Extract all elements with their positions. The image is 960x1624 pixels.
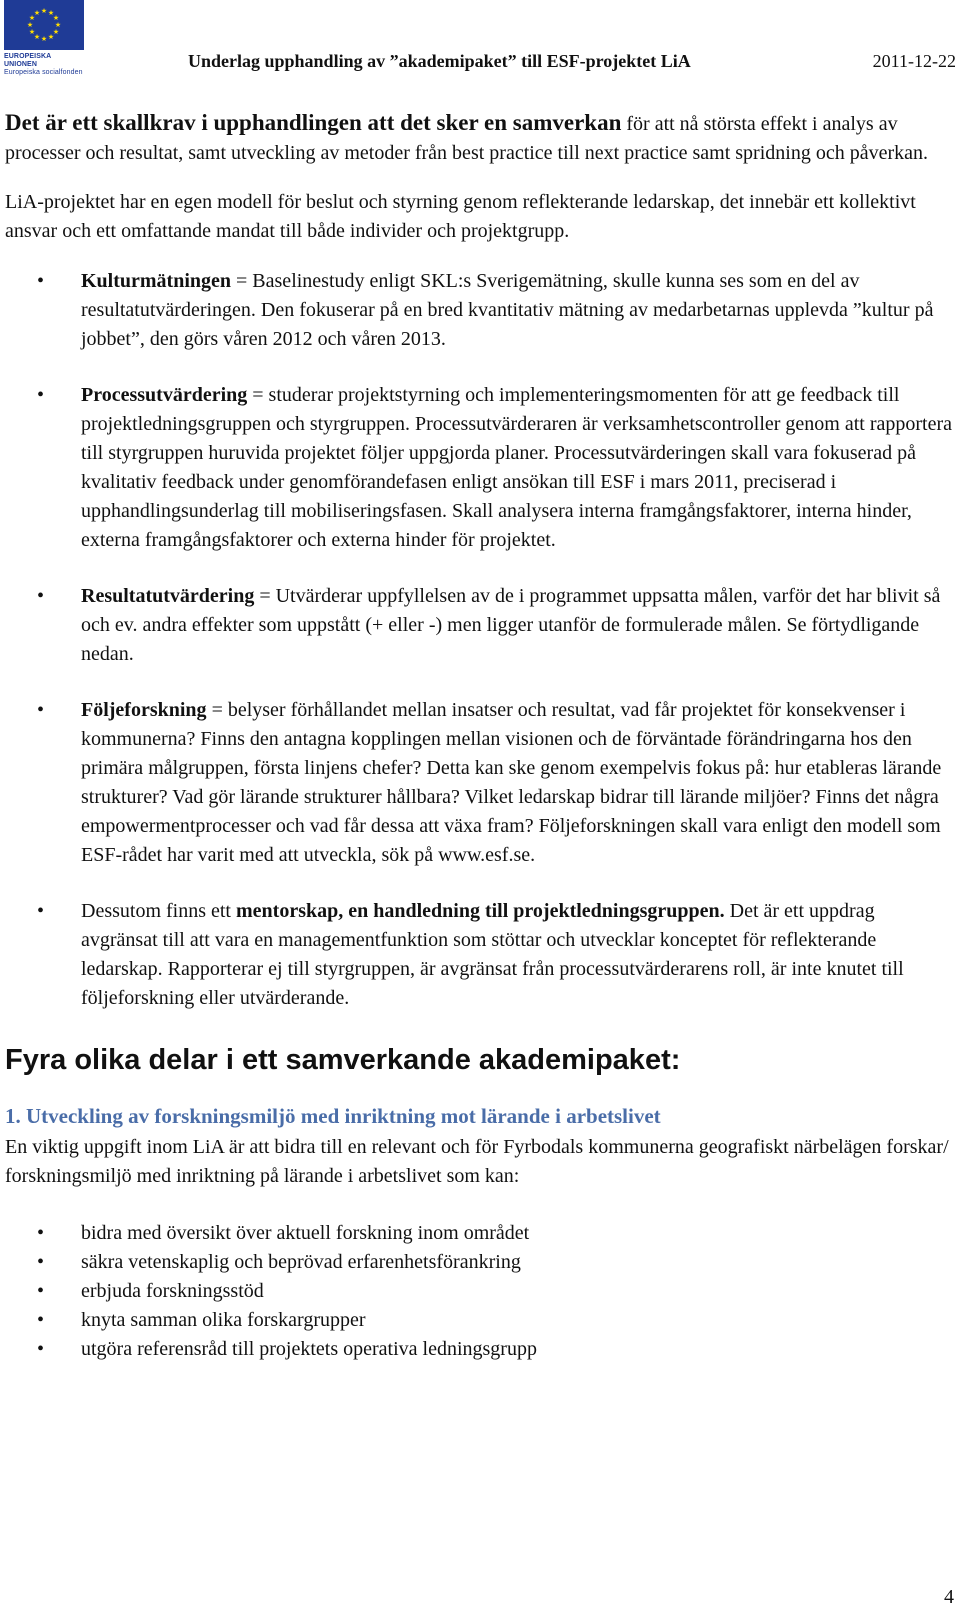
- svg-text:★: ★: [33, 33, 41, 41]
- list-item: • erbjuda forskningsstöd: [5, 1277, 955, 1306]
- svg-text:★: ★: [28, 28, 36, 36]
- intro-rest: för att nå största effekt i analys av processer och resultat, samt utveckling av metoder från best practice till next practice samt spridning och påverkan.: [5, 113, 928, 164]
- list-item-term: mentorskap, en handledning till projektledningsgruppen.: [236, 900, 725, 922]
- svg-text:★: ★: [47, 33, 55, 41]
- page-number: 4: [944, 1586, 954, 1608]
- component-list: [5, 267, 955, 1013]
- list-item-term: Resultatutvärdering: [81, 585, 255, 607]
- list-item: • säkra vetenskaplig och beprövad erfarenhetsförankring: [5, 1248, 955, 1277]
- header-title: Underlag upphandling av ”akademipaket” till ESF-projektet LiA: [188, 51, 691, 71]
- list-item-term: Kulturmätningen: [81, 270, 232, 292]
- header-date: 2011-12-22: [872, 51, 956, 71]
- list-item-prefix: Dessutom finns ett: [81, 900, 236, 922]
- list-item: [5, 897, 955, 1013]
- eu-logo: [4, 0, 86, 77]
- list-item: [5, 696, 955, 870]
- svg-text:★: ★: [33, 9, 41, 17]
- intro-bold: Det är ett skallkrav i upphandlingen att det sker en samverkan: [5, 110, 622, 135]
- list-item: [5, 267, 955, 354]
- list-item: • utgöra referensråd till projektets operativa ledningsgrupp: [5, 1335, 955, 1364]
- list-item: [5, 582, 955, 669]
- logo-line2: Europeiska socialfonden: [4, 69, 83, 76]
- intro-paragraph: [5, 108, 955, 168]
- list-item: • bidra med översikt över aktuell forskning inom området: [5, 1219, 955, 1248]
- document-body: [5, 108, 955, 1364]
- svg-text:★: ★: [40, 35, 48, 43]
- list-item-text: = belyser förhållandet mellan insatser och resultat, vad får projektet för konsekvenser i kommunerna? Finns den antagna kopplingen mellan visionen och de förväntade förändringarna hos den primära målgruppen, första linjens chefer? Detta kan ske genom exempelvis fokus på: hur etableras lärande strukturer? Vad gör lärande strukturer hållbara? Vilket ledarskap bidrar till lärande miljöer? Finns det några empowermentprocesser och vad får dessa att växa fram? Följeforskningen skall vara enligt den modell som ESF-rådet har varit med att utveckla, sök på www.esf.se.: [81, 699, 942, 866]
- list-item: [5, 381, 955, 555]
- list-item-text: = studerar projektstyrning och implementeringsmomenten för att ge feedback till projektledningsgruppen och styrgruppen. Processutvärderaren är verksamhetscontroller genom att rapportera till styrgruppen huruvida projektet följer uppgjorda planer. Processutvärderingen skall vara fokuserad på kvalitativ feedback under genomförandefasen enligt ansökan till ESF i mars 2011, preciserad i upphandlingsunderlag till mobiliseringsfasen. Skall analysera interna framgångsfaktorer, interna hinder, externa framgångsfaktorer och externa hinder för projektet.: [81, 384, 953, 551]
- subsection-text: En viktig uppgift inom LiA är att bidra till en relevant och för Fyrbodals kommunerna geografiskt närbelägen forskar/ forskningsmiljö med inriktning på lärande i arbetslivet som kan:: [5, 1136, 949, 1187]
- governance-paragraph: LiA-projektet har en egen modell för beslut och styrning genom reflekterande ledarskap, det innebär ett kollektivt ansvar och ett omfattande mandat till både individer och projektgrupp.: [5, 191, 916, 242]
- svg-text:★: ★: [40, 7, 48, 15]
- svg-text:★: ★: [26, 21, 34, 29]
- research-task-list: [5, 1219, 955, 1364]
- list-item-text: = Baselinestudy enligt SKL:s Sverigemätning, skulle kunna ses som en del av resultatutvärderingen. Den fokuserar på en bred kvantitativ mätning av medarbetarnas upplevda ”kultur på jobbet”, den görs våren 2012 och våren 2013.: [81, 270, 934, 350]
- list-item: • knyta samman olika forskargrupper: [5, 1306, 955, 1335]
- eu-flag-icon: [4, 0, 84, 50]
- section-heading: Fyra olika delar i ett samverkande akademipaket:: [5, 1044, 681, 1076]
- subsection-heading: 1. Utveckling av forskningsmiljö med inriktning mot lärande i arbetslivet: [5, 1104, 661, 1128]
- svg-text:★: ★: [52, 14, 60, 22]
- svg-text:★: ★: [47, 9, 55, 17]
- svg-text:★: ★: [28, 14, 36, 22]
- list-item-term: Processutvärdering: [81, 384, 248, 406]
- list-item-term: Följeforskning: [81, 699, 207, 721]
- logo-line1: EUROPEISKA UNIONEN: [4, 53, 52, 68]
- list-item-text: Det är ett uppdrag avgränsat till att vara en managementfunktion som stöttar och utvecklar konceptet för reflekterande ledarskap. Rapporterar ej till styrgruppen, är avgränsat från processutvärderarens roll, är inte knutet till följeforskning eller utvärderande.: [81, 900, 904, 1009]
- list-item-text: = Utvärderar uppfyllelsen av de i programmet uppsatta målen, varför det har blivit så och ev. andra effekter som uppstått (+ eller -) men ligger utanför de formulerade målen. Se förtydligande nedan.: [81, 585, 941, 665]
- svg-text:★: ★: [52, 28, 60, 36]
- svg-text:★: ★: [54, 21, 62, 29]
